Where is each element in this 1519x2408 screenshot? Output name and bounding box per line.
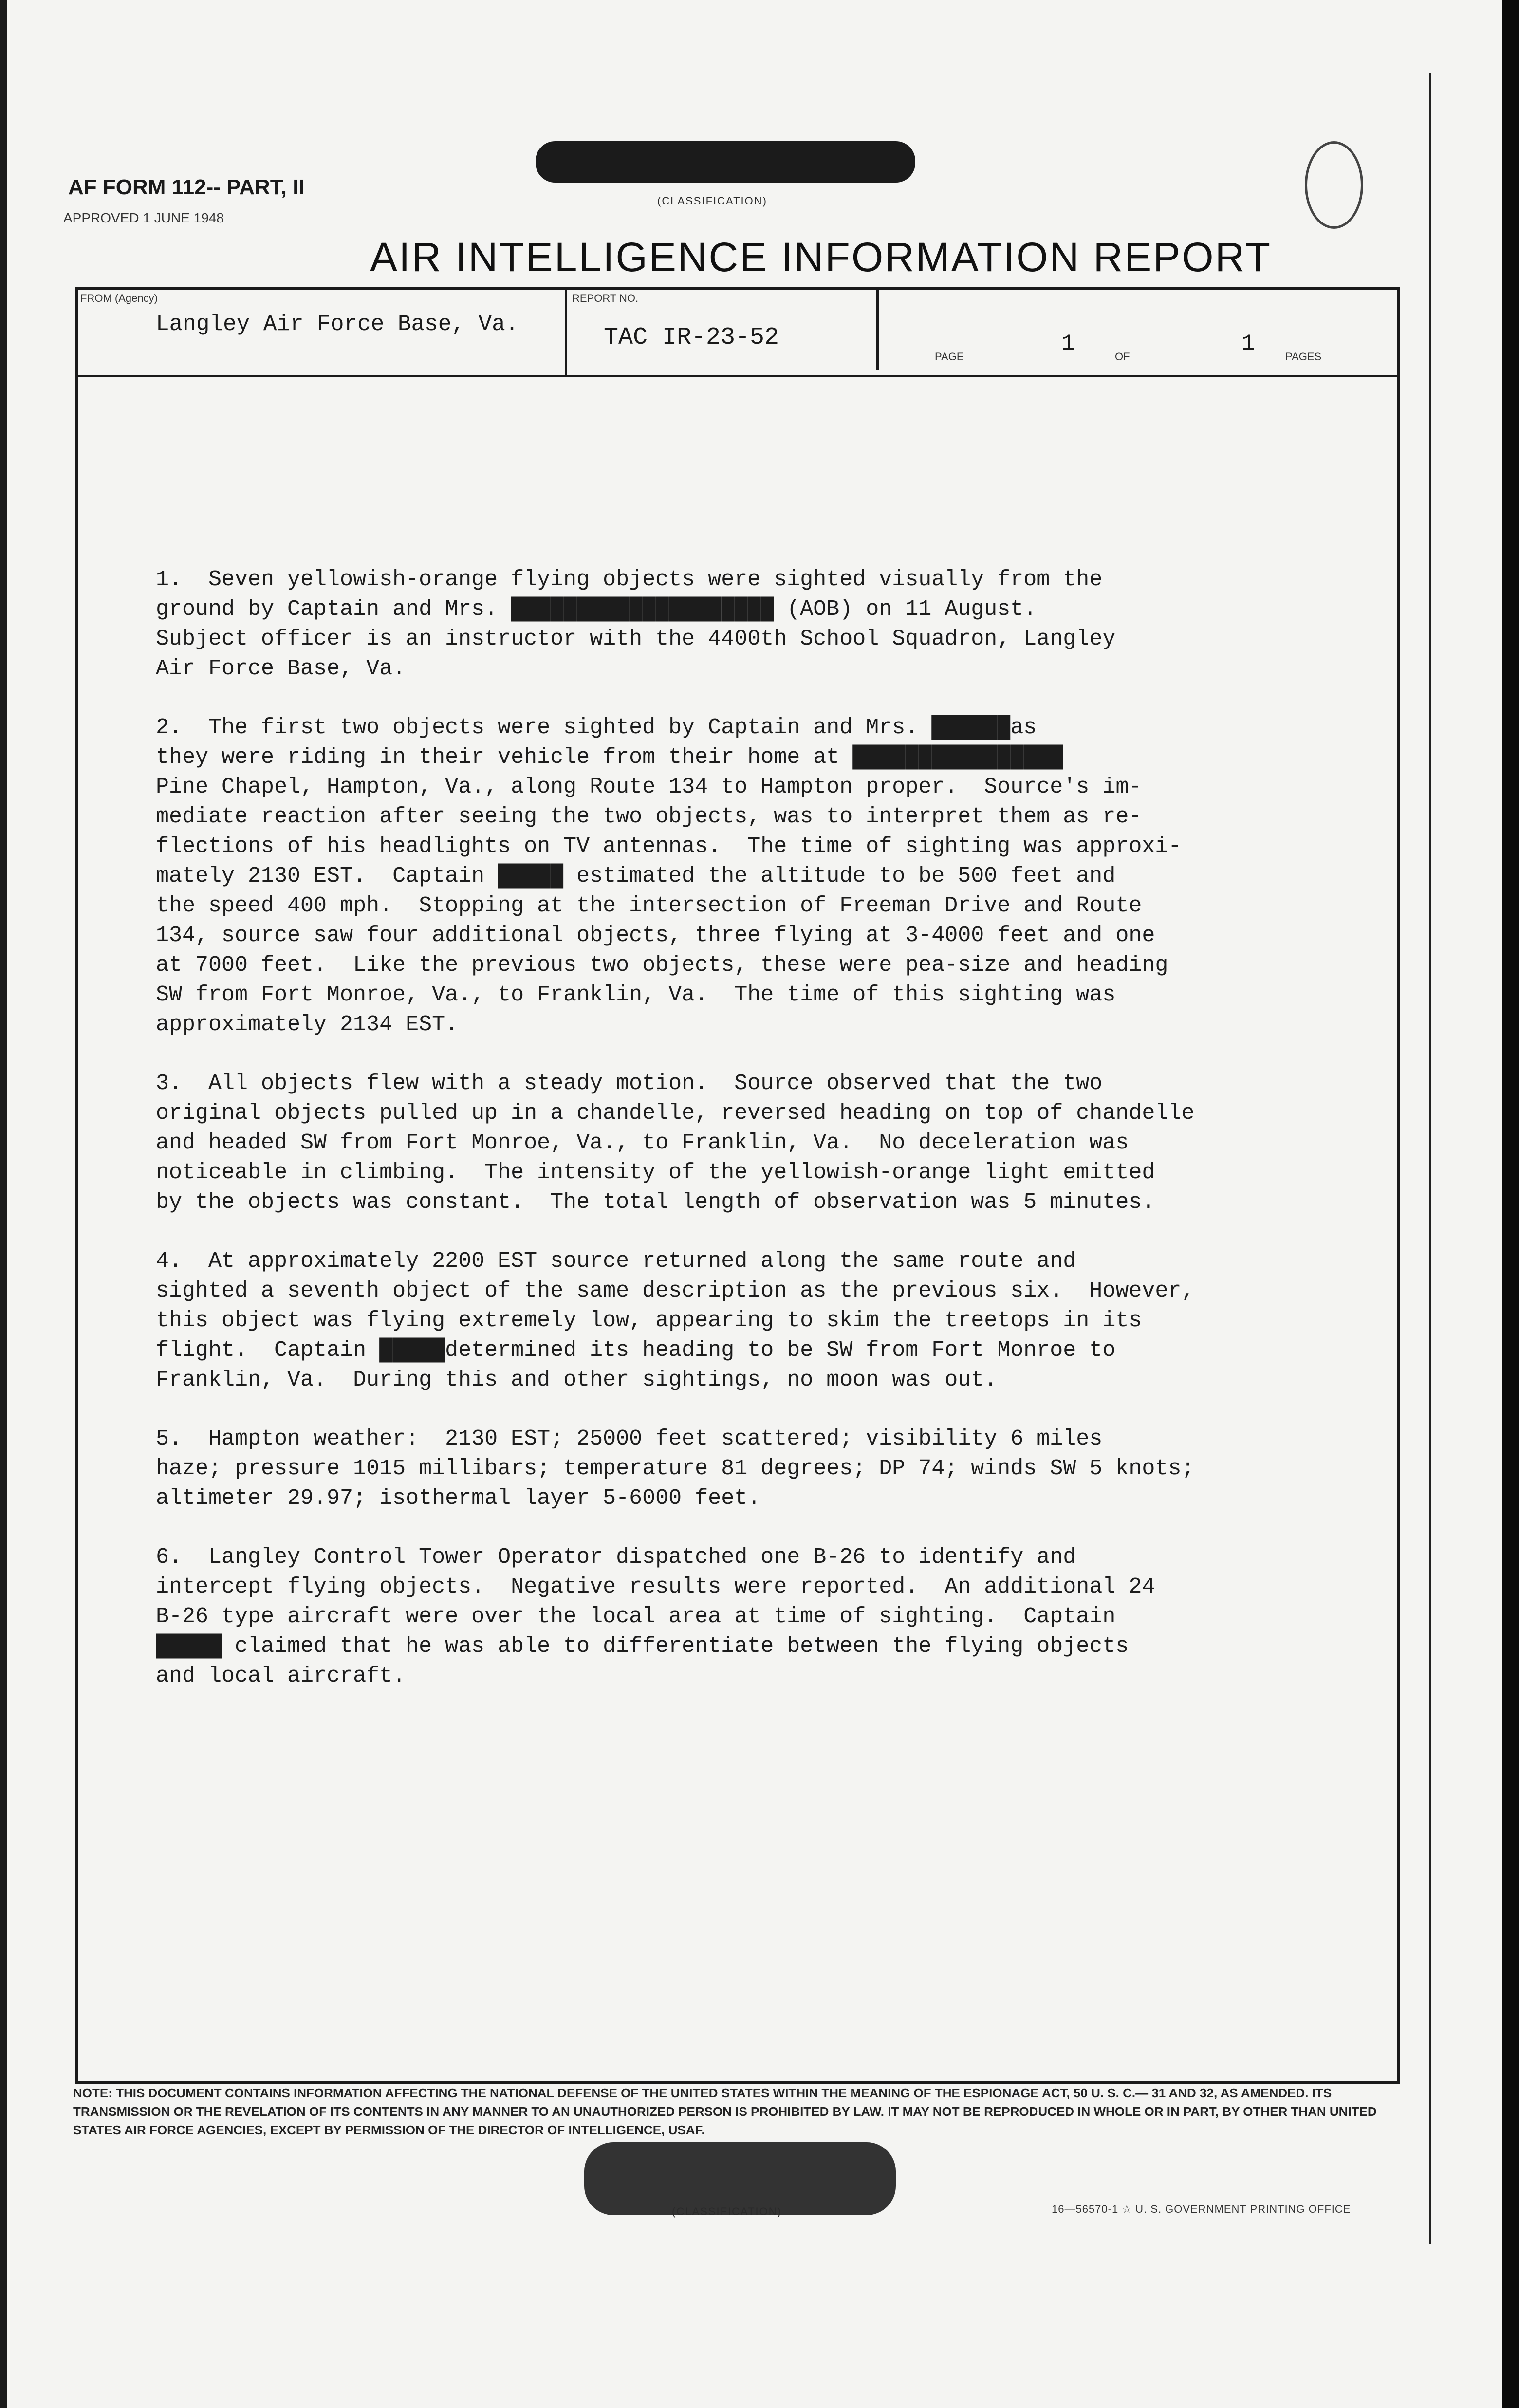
classification-redaction-top (536, 141, 915, 183)
classification-label-bottom: (CLASSIFICATION) (672, 2205, 782, 2218)
page-value: 1 (1061, 331, 1075, 356)
header-column-divider (565, 287, 567, 375)
paragraph-5: 5. Hampton weather: 2130 EST; 25000 feet scattered; visibility 6 miles haze; pressure 1015 millibars; temperature 81 degrees; DP 74; winds SW 5 knots; altimeter 29.97; isothermal layer 5-6000 feet. (156, 1426, 1195, 1511)
header-column-divider (876, 287, 879, 370)
classification-redaction-bottom (584, 2142, 896, 2215)
report-title: AIR INTELLIGENCE INFORMATION REPORT (370, 234, 1272, 280)
report-body (156, 565, 1315, 1720)
handwritten-page-mark (1305, 141, 1363, 229)
form-approved-date: APPROVED 1 JUNE 1948 (63, 210, 224, 225)
paragraph-4: 4. At approximately 2200 EST source returned along the same route and sighted a seventh object of the same description as the previous six. However, this object was flying extremely low, appearing to skim the treetops in its flight. Captain █████determined its heading to be SW from Fort Monroe to Franklin, Va. During this and other sightings, no moon was out. (156, 1249, 1195, 1392)
scan-edge (0, 0, 7, 2408)
paragraph-6: 6. Langley Control Tower Operator dispatched one B-26 to identify and intercept flying objects. Negative results were reported. An additional 24 B-26 type aircraft were over the local area at time of sighting. Captain █████ claimed that he was able to differentiate between the flying objects and local aircraft. (156, 1545, 1155, 1688)
header-divider (75, 375, 1397, 377)
from-value: Langley Air Force Base, Va. (156, 312, 519, 337)
pages-label: PAGES (1285, 351, 1322, 363)
form-id: AF FORM 112-- PART, II (68, 175, 305, 199)
report-no-label: REPORT NO. (572, 292, 639, 304)
classification-label-top: (CLASSIFICATION) (657, 195, 767, 207)
printing-office-info: 16—56570-1 ☆ U. S. GOVERNMENT PRINTING OFFICE (1052, 2203, 1351, 2215)
page-border-right (1429, 73, 1431, 2244)
pages-value: 1 (1241, 331, 1255, 356)
paragraph-2: 2. The first two objects were sighted by Captain and Mrs. ██████as they were riding in their vehicle from their home at ████████████████ Pine Chapel, Hampton, Va., along Route 134 to Hampton proper. Source's im- mediate reaction after seeing the two objects, was to interpret them as re- flections of his headlights on TV antennas. The time of sighting was approxi- mately 2130 EST. Captain █████ estimated the altitude to be 500 feet and the speed 400 mph. Stopping at the intersection of Freeman Drive and Route 134, source saw four additional objects, three flying at 3-4000 feet and one at 7000 feet. Like the previous two objects, these were pea-size and heading SW from Fort Monroe, Va., to Franklin, Va. The time of this sighting was approximately 2134 EST. (156, 715, 1182, 1037)
espionage-act-note: NOTE: THIS DOCUMENT CONTAINS INFORMATION AFFECTING THE NATIONAL DEFENSE OF THE UNITED STATES WITHIN THE MEANING OF THE ESPIONAGE ACT, 50 U. S. C.— 31 AND 32, AS AMENDED. ITS TRANSMISSION OR THE REVELATION OF ITS CONTENTS IN ANY MANNER TO AN UNAUTHORIZED PERSON IS PROHIBITED BY LAW. IT MAY NOT BE REPRODUCED IN WHOLE OR IN PART, BY OTHER THAN UNITED STATES AIR FORCE AGENCIES, EXCEPT BY PERMISSION OF THE DIRECTOR OF INTELLIGENCE, USAF. (73, 2086, 1377, 2137)
report-no-value: TAC IR-23-52 (604, 324, 779, 352)
page-label: PAGE (935, 351, 964, 363)
paragraph-1: 1. Seven yellowish-orange flying objects were sighted visually from the ground by Captain and Mrs. ████████████████████ (AOB) on 11 August. Subject officer is an instructor with the 4400th School Squadron, Langley Air Force Base, Va. (156, 567, 1116, 681)
of-label: OF (1115, 351, 1130, 363)
from-label: FROM (Agency) (80, 292, 158, 304)
paragraph-3: 3. All objects flew with a steady motion. Source observed that the two original objects pulled up in a chandelle, reversed heading on top of chandelle and headed SW from Fort Monroe, Va., to Franklin, Va. No deceleration was noticeable in climbing. The intensity of the yellowish-orange light emitted by the objects was constant. The total length of observation was 5 minutes. (156, 1071, 1195, 1215)
